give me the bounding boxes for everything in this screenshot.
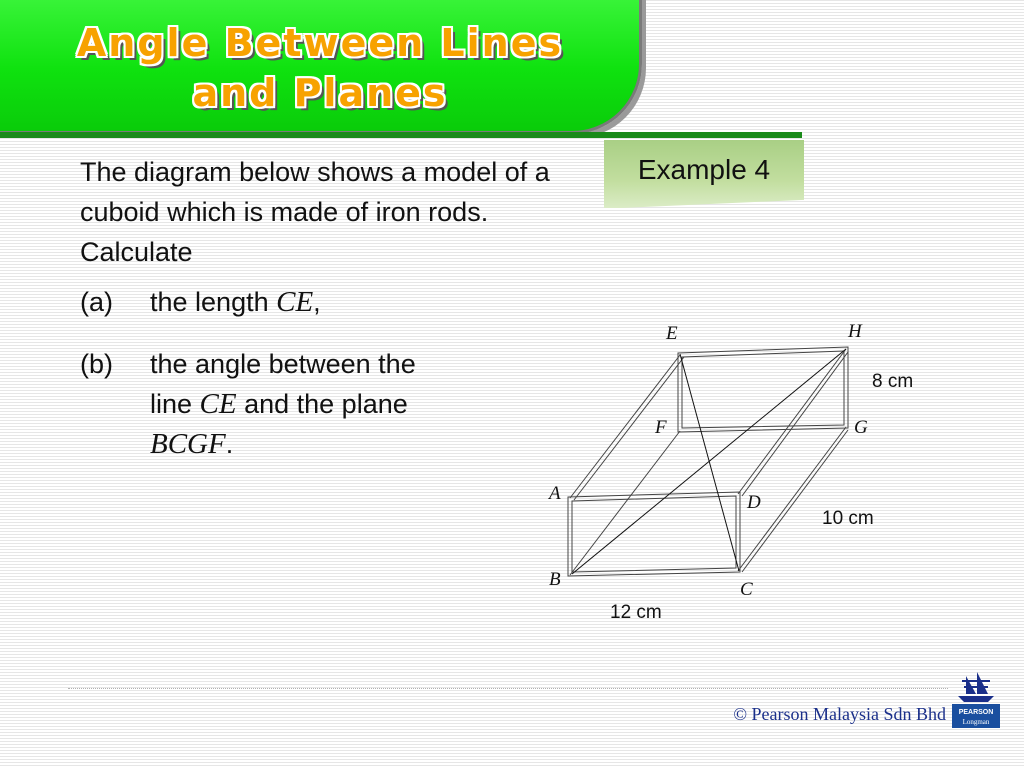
copyright-text: © Pearson Malaysia Sdn Bhd: [733, 704, 946, 724]
question-a-suffix: ,: [313, 287, 321, 317]
face-efgh-inner: [682, 351, 844, 428]
title-line-1: Angle Between Lines: [76, 21, 564, 65]
vertex-g-label: G: [854, 417, 868, 438]
width-measurement: 10 cm: [822, 508, 874, 529]
pearson-logo: [952, 670, 1000, 728]
question-a-letter: (a): [80, 287, 113, 317]
question-a-math: CE: [276, 286, 314, 318]
vertex-d-label: D: [747, 492, 761, 513]
edge-ae-inner: [574, 357, 684, 500]
question-b-line-2b: and the plane: [236, 389, 408, 419]
vertex-c-label: C: [740, 579, 753, 600]
face-abcd-inner: [572, 496, 736, 572]
question-b-math-2: BCGF: [150, 428, 226, 460]
face-efgh: [678, 347, 848, 432]
question-b-suffix: .: [225, 429, 234, 459]
logo-word-longman: Longman: [962, 718, 990, 726]
question-b-line-1: the angle between the: [150, 349, 416, 379]
logo-word-pearson: PEARSON: [958, 709, 994, 716]
diagonal-ce: [680, 354, 739, 571]
edge-bf: [570, 431, 680, 575]
question-b-letter: (b): [80, 349, 113, 379]
problem-statement: The diagram below shows a model of a cuboid which is made of iron rods. Calculate: [80, 157, 550, 267]
vertex-e-label: E: [666, 323, 678, 344]
face-abcd: [568, 492, 740, 576]
vertex-a-label: A: [549, 483, 561, 504]
example-label: Example 4: [637, 154, 771, 185]
title-line-2: and Planes: [192, 71, 448, 115]
footer-divider: [68, 688, 948, 689]
vertex-h-label: H: [848, 321, 862, 342]
edge-dh-inner: [742, 352, 848, 496]
height-measurement: 8 cm: [872, 371, 914, 392]
question-b-math-1: CE: [199, 388, 237, 420]
cuboid-edges: [568, 347, 848, 576]
length-measurement: 12 cm: [610, 602, 662, 623]
vertex-f-label: F: [655, 417, 667, 438]
edge-dh: [738, 349, 846, 494]
question-a-label: the length: [150, 287, 277, 317]
question-b-line-2a: line: [150, 389, 200, 419]
ship-icon: [958, 672, 994, 702]
vertex-b-label: B: [549, 569, 561, 590]
